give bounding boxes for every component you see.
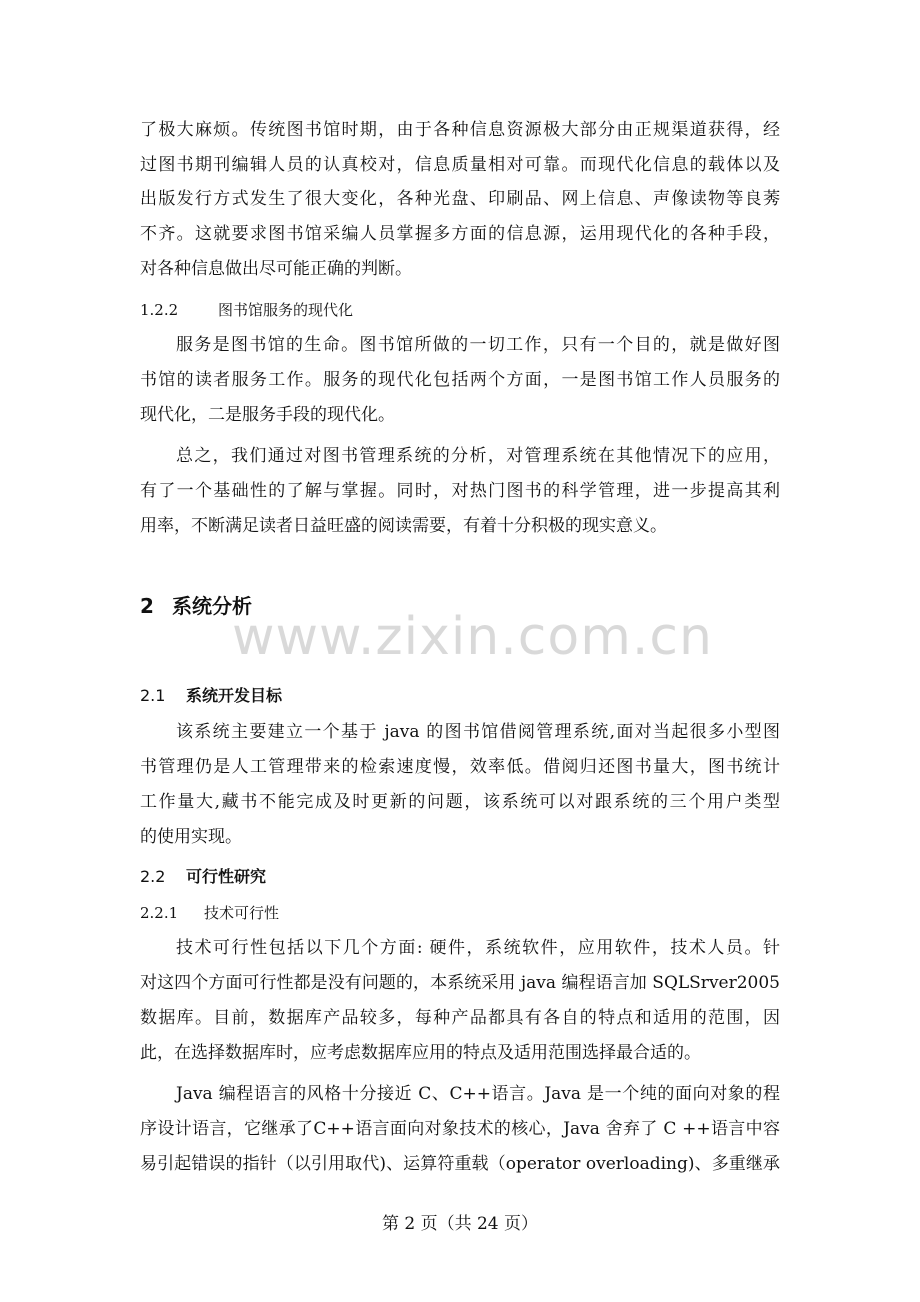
body-text-line: 不齐。这就要求图书馆采编人员掌握多方面的信息源，运用现代化的各种手段，: [140, 224, 780, 244]
section-heading-2-2: [140, 867, 266, 887]
section-heading-1-2-2: [140, 300, 353, 320]
section-title: 可行性研究: [186, 867, 267, 886]
body-text-line: 序设计语言，它继承了C++语言面向对象技术的核心，Java 舍弃了 C ++语言中容: [140, 1119, 780, 1139]
body-text-line: 该系统主要建立一个基于 java 的图书馆借阅管理系统,面对当起很多小型图: [176, 722, 780, 742]
section-number: 2.2.1: [140, 904, 179, 922]
body-text-line: 用率，不断满足读者日益旺盛的阅读需要，有着十分积极的现实意义。: [140, 516, 667, 536]
section-number: 2.2: [140, 867, 166, 886]
body-text-line: 有了一个基础性的了解与掌握。同时，对热门图书的科学管理，进一步提高其利: [140, 481, 780, 501]
body-text-line: 书管理仍是人工管理带来的检索速度慢，效率低。借阅归还图书量大，图书统计: [140, 757, 780, 777]
body-text-line: Java 编程语言的风格十分接近 C、C++语言。Java 是一个纯的面向对象的程: [176, 1084, 780, 1104]
body-text-line: 数据库。目前，数据库产品较多，每种产品都具有各自的特点和适用的范围，因: [140, 1008, 780, 1028]
body-text-line: 的使用实现。: [140, 827, 242, 847]
body-text-line: 书馆的读者服务工作。服务的现代化包括两个方面，一是图书馆工作人员服务的: [140, 370, 780, 390]
page-number-footer: 第 2 页（共 24 页）: [381, 1214, 539, 1234]
body-text-line: 易引起错误的指针（以引用取代)、运算符重载（operator overloading)、多重继承: [140, 1154, 780, 1174]
section-number: 2.1: [140, 686, 166, 705]
body-text-line: 过图书期刊编辑人员的认真校对，信息质量相对可靠。而现代化信息的载体以及: [140, 155, 780, 175]
chapter-title: 系统分析: [172, 594, 252, 618]
body-text-line: 服务是图书馆的生命。图书馆所做的一切工作，只有一个目的，就是做好图: [176, 335, 780, 355]
body-text-line: 技术可行性包括以下几个方面: 硬件，系统软件，应用软件，技术人员。针: [176, 938, 780, 958]
body-text-line: 出版发行方式发生了很大变化，各种光盘、印刷品、网上信息、声像读物等良莠: [140, 189, 780, 209]
chapter-number: 2: [140, 594, 154, 618]
section-title: 图书馆服务的现代化: [218, 301, 354, 319]
body-text-line: 对各种信息做出尽可能正确的判断。: [140, 259, 412, 279]
body-text-line: 总之，我们通过对图书管理系统的分析，对管理系统在其他情况下的应用，: [176, 446, 780, 466]
body-text-line: 了极大麻烦。传统图书馆时期，由于各种信息资源极大部分由正规渠道获得，经: [140, 120, 780, 140]
section-heading-2-1: [140, 686, 282, 706]
body-text-line: 对这四个方面可行性都是没有问题的，本系统采用 java 编程语言加 SQLSrver2005: [140, 973, 780, 993]
section-title: 系统开发目标: [186, 686, 283, 705]
watermark-text: www.zixin.com.cn: [232, 607, 713, 667]
section-title: 技术可行性: [204, 904, 280, 922]
body-text-line: 此，在选择数据库时，应考虑数据库应用的特点及适用范围选择最合适的。: [140, 1043, 701, 1063]
body-text-line: 现代化，二是服务手段的现代化。: [140, 405, 395, 425]
section-number: 1.2.2: [140, 301, 179, 319]
body-text-line: 工作量大,藏书不能完成及时更新的问题，该系统可以对跟系统的三个用户类型: [140, 792, 780, 812]
section-heading-2-2-1: [140, 903, 279, 923]
